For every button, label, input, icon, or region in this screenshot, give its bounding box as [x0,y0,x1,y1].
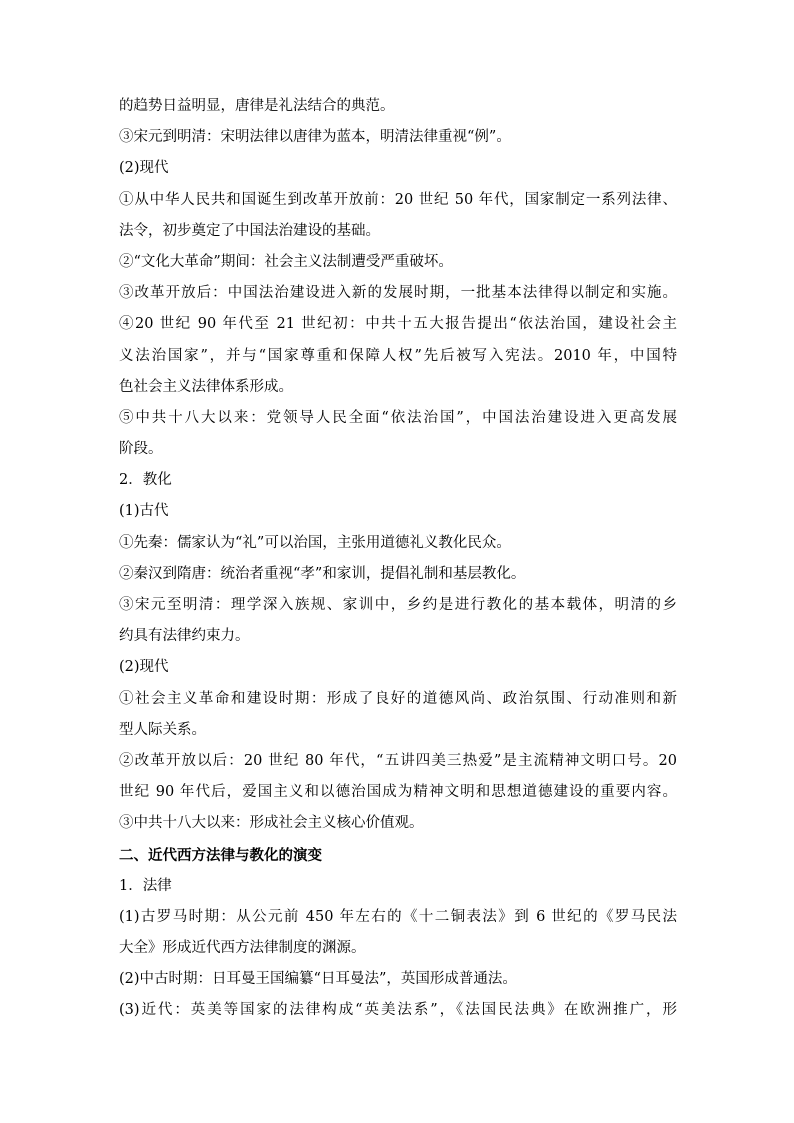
text-line: ③中共十八大以来：形成社会主义核心价值观。 [119,815,424,832]
text-line: ③宋元至明清：理学深入族规、家训中，乡约是进行教化的基本载体，明清的乡 [119,597,677,613]
text-line: ②改革开放以后：20 世纪 80 年代，“五讲四美三热爱”是主流精神文明口号。20 [119,752,677,769]
text-line: (2)中古时期：日耳曼王国编纂“日耳曼法”，英国形成普通法。 [119,971,517,988]
text-line: 法令，初步奠定了中国法治建设的基础。 [119,222,380,239]
section-heading: 二、近代西方法律与教化的演变 [119,846,322,864]
text-line: ②“文化大革命”期间：社会主义法制遭受严重破坏。 [119,253,453,270]
text-line: ③宋元到明清：宋明法律以唐律为蓝本，明清法律重视“例”。 [119,129,511,146]
text-line: 义法治国家”，并与“国家尊重和保障人权”先后被写入宪法。2010 年，中国特 [119,347,677,364]
text-line: 大全》形成近代西方法律制度的渊源。 [119,940,366,957]
text-line: (1)古罗马时期：从公元前 450 年左右的《十二铜表法》到 6 世纪的《罗马民法 [119,908,677,925]
text-line: 世纪 90 年代后，爱国主义和以德治国成为精神文明和思想道德建设的重要内容。 [119,784,677,801]
text-line: 约具有法律约束力。 [119,628,250,645]
text-line: 型人际关系。 [119,721,206,738]
text-line: 色社会主义法律体系形成。 [119,378,293,395]
text-line: ①从中华人民共和国诞生到改革开放前：20 世纪 50 年代，国家制定一系列法律、 [119,191,677,208]
text-line: (1)古代 [119,503,169,520]
text-line: 阶段。 [119,441,163,458]
text-line: ④20 世纪 90 年代至 21 世纪初：中共十五大报告提出“依法治国，建设社会主 [119,316,677,333]
text-line: (2)现代 [119,659,169,676]
text-line: 1．法律 [119,877,172,894]
text-line: (3)近代：英美等国家的法律构成“英美法系”，《法国民法典》在欧洲推广，形 [119,1002,677,1019]
text-line: ⑤中共十八大以来：党领导人民全面“依法治国”，中国法治建设进入更高发展 [119,409,677,426]
text-line: ②秦汉到隋唐：统治者重视“孝”和家训，提倡礼制和基层教化。 [119,565,526,582]
text-line: 的趋势日益明显，唐律是礼法结合的典范。 [119,98,395,114]
document-body [119,91,677,1027]
text-line: 2．教化 [119,472,172,489]
text-line: (2)现代 [119,160,169,177]
text-line: ③改革开放后：中国法治建设进入新的发展时期，一批基本法律得以制定和实施。 [119,285,677,302]
text-line: ①社会主义革命和建设时期：形成了良好的道德风尚、政治氛围、行动准则和新 [119,690,677,707]
text-line: ①先秦：儒家认为“礼”可以治国，主张用道德礼义教化民众。 [119,534,511,551]
